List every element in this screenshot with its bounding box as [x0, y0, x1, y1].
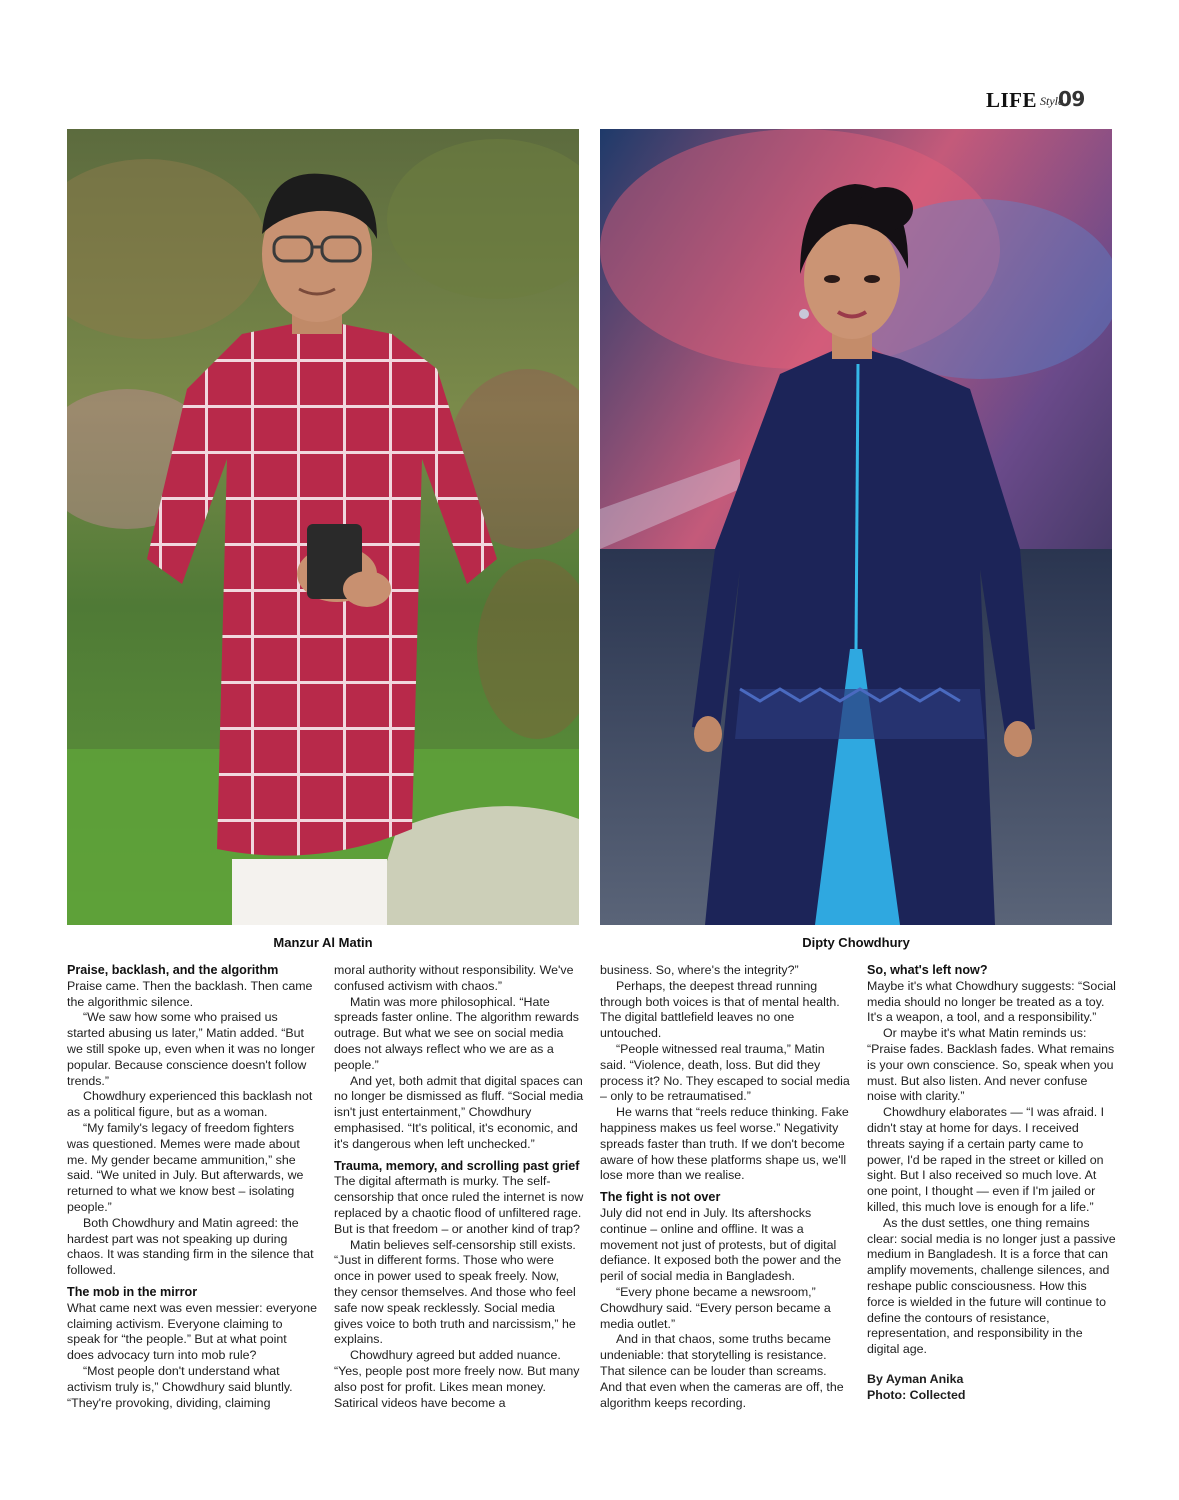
paragraph: What came next was even messier: everyone claiming activism. Everyone claiming to speak for “the people.” But at what point does advocacy turn into mob rule?: [67, 1300, 317, 1363]
photo-woman-illustration: [600, 129, 1112, 925]
paragraph: The digital aftermath is murky. The self-censorship that once ruled the internet is now replaced by a chaotic flood of unfiltered rage. But is that freedom – or another kind of trap?: [334, 1174, 584, 1236]
page-number: 09: [1058, 87, 1085, 111]
photo-credit: Photo: Collected: [867, 1387, 966, 1402]
article-column-2: [334, 963, 584, 1411]
article-column-4: [867, 963, 1117, 1404]
section-heading: The fight is not over: [600, 1190, 721, 1205]
paragraph: Both Chowdhury and Matin agreed: the hardest part was not speaking up during chaos. It was standing firm in the silence that followed.: [67, 1215, 314, 1278]
paragraph: Matin was more philosophical. “Hate spreads faster online. The algorithm rewards outrage. But what we see on social media does not always reflect who we are as a people.”: [334, 994, 579, 1072]
paragraph: Chowdhury elaborates — “I was afraid. I didn't stay at home for days. I received threats saying if a certain party came to power, I'd be raped in the street or killed on sight. But I also received so much love. At one point, I thought — even if I'm jailed or killed, this much love is enough for a life.”: [867, 1105, 1105, 1214]
section-heading: Trauma, memory, and scrolling past grief: [334, 1158, 580, 1173]
paragraph: “We saw how some who praised us started abusing us later,” Matin added. “But we still spoke up, even when it was no longer popular. Because conscience doesn't follow trends.”: [67, 1010, 315, 1088]
paragraph: Or maybe it's what Matin reminds us: “Praise fades. Backlash fades. What remains is your own conscience. So, speak when you must. But also listen. And never confuse noise with clarity.”: [867, 1026, 1115, 1104]
masthead-brand: LIFE: [986, 88, 1038, 112]
paragraph: Perhaps, the deepest thread running through both voices is that of mental health. The digital battlefield leaves no one untouched.: [600, 978, 840, 1041]
paragraph: And yet, both admit that digital spaces can no longer be dismissed as fluff. “Social media isn't just entertainment,” Chowdhury emphasised. “It's political, it's economic, and it's dangerous when left unchecked.”: [334, 1073, 584, 1151]
photo-man-illustration: [67, 129, 579, 925]
photo-manzur-al-matin: [67, 129, 579, 925]
section-heading: So, what's left now?: [867, 963, 988, 977]
paragraph: “People witnessed real trauma,” Matin said. “Violence, death, loss. But did they process it? No. They escaped to social media – only to be retraumatised.”: [600, 1041, 850, 1104]
article-column-3: [600, 963, 850, 1411]
paragraph: And in that chaos, some truths became undeniable: that storytelling is resistance. That silence can be louder than screams. And that even when the cameras are off, the algorithm keeps recording.: [600, 1332, 844, 1410]
paragraph: business. So, where's the integrity?”: [600, 963, 799, 977]
paragraph: Chowdhury experienced this backlash not as a political figure, but as a woman.: [67, 1089, 313, 1120]
paragraph: Matin believes self-censorship still exists. “Just in different forms. Those who were once in power used to speak freely. Now, they censor themselves. And those who feel safe now speak recklessly. Social media gives voice to both truth and narcissism,” he explains.: [334, 1237, 576, 1347]
photo-caption-right: Dipty Chowdhury: [802, 935, 910, 950]
section-heading: Praise, backlash, and the algorithm: [67, 963, 279, 977]
paragraph: moral authority without responsibility. We've confused activism with chaos.”: [334, 963, 574, 993]
paragraph: “Every phone became a newsroom,” Chowdhury said. “Every person became a media outlet.”: [600, 1284, 831, 1331]
author-credit: By Ayman Anika: [867, 1371, 964, 1386]
paragraph: Chowdhury agreed but added nuance. “Yes, people post more freely now. But many also post for profit. Likes mean money. Satirical videos have become a: [334, 1348, 580, 1410]
masthead-sub: Style: [1040, 94, 1064, 108]
masthead: [984, 86, 1094, 116]
paragraph: Maybe it's what Chowdhury suggests: “Social media should no longer be treated as a toy. It's a weapon, a tool, and a responsibility.”: [867, 978, 1116, 1025]
paragraph: “My family's legacy of freedom fighters was questioned. Memes were made about me. My gender became ammunition,” she said. “We united in July. But afterwards, we returned to what we know best – isolating people.”: [67, 1120, 304, 1214]
paragraph: Praise came. Then the backlash. Then came the algorithmic silence.: [67, 978, 313, 1009]
section-heading: The mob in the mirror: [67, 1284, 198, 1299]
paragraph: He warns that “reels reduce thinking. Fake happiness makes us feel worse.” Negativity spreads faster than truth. If we don't become aware of how these platforms shape us, we'll lose more than we realise.: [600, 1105, 849, 1183]
article-column-1: [67, 963, 317, 1411]
paragraph: “Most people don't understand what activism truly is,” Chowdhury said bluntly. “They're provoking, dividing, claiming: [67, 1363, 293, 1410]
photo-caption-left: Manzur Al Matin: [273, 935, 373, 950]
photo-dipty-chowdhury: [600, 129, 1112, 925]
paragraph: July did not end in July. Its aftershocks continue – online and offline. It was a movement not just of protests, but of digital defiance. It exposed both the power and the peril of social media in Bangladesh.: [600, 1205, 842, 1284]
byline: [867, 1372, 1117, 1404]
paragraph: As the dust settles, one thing remains clear: social media is no longer just a passive medium in Bangladesh. It is a force that can amplify movements, challenge silences, and reshape public consciousness. How this force is wielded in the future will continue to define the contours of resistance, representation, and responsibility in the digital age.: [867, 1215, 1116, 1357]
